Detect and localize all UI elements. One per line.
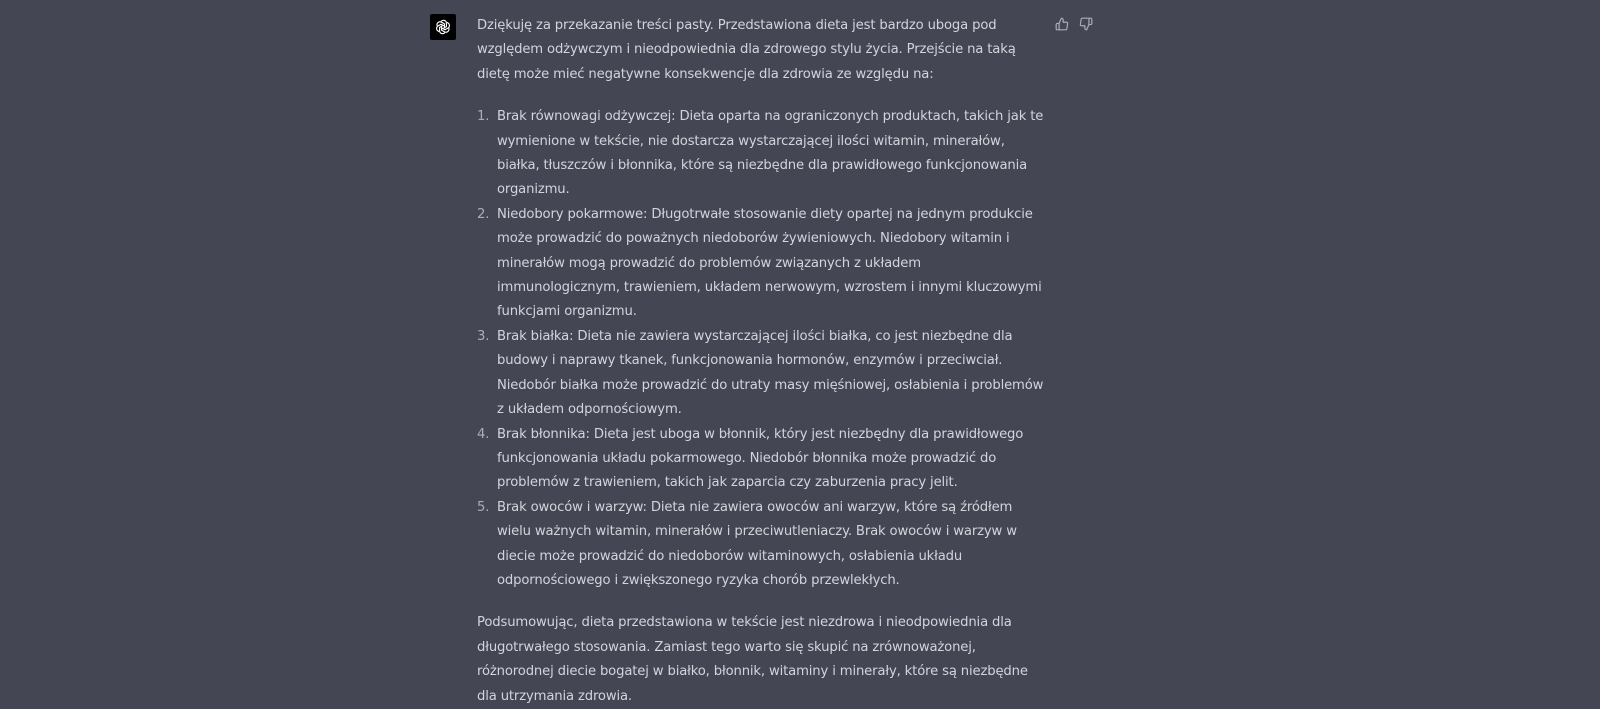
list-item [477,423,1047,496]
thumbs-down-icon [1079,17,1093,31]
list-item [477,496,1047,594]
list-item-number: 5. [477,499,490,515]
assistant-avatar [430,14,456,40]
dislike-button[interactable] [1078,16,1094,32]
thumbs-up-icon [1055,17,1069,31]
list-item-text: Brak białka: Dieta nie zawiera wystarczającej ilości białka, co jest niezbędne dla budowy i naprawy tkanek, funkcjonowania hormonów, enzymów i przeciwciał. Niedobór białka może prowadzić do utraty masy mięśniowej, osłabienia i problemów z układem odpornościowym. [497,328,1044,418]
list-item [477,105,1047,203]
list-item [477,203,1047,325]
message-summary: Podsumowując, dieta przedstawiona w tekście jest niezdrowa i nieodpowiednia dla długotrwałego stosowania. Zamiast tego warto się skupić na zrównoważonej, różnorodnej diecie bogatej w białko, błonnik, witaminy i minerały, które są niezbędne dla utrzymania zdrowia. [477,615,1028,704]
message-list [477,105,1047,593]
list-item-text: Brak równowagi odżywczej: Dieta oparta na ograniczonych produktach, takich jak te wymienione w tekście, nie dostarcza wystarczającej ilości witamin, minerałów, białka, tłuszczów i błonnika, które są niezbędne dla prawidłowego funkcjonowania organizmu. [497,109,1044,198]
feedback-buttons [1054,16,1094,32]
message-intro: Dziękuję za przekazanie treści pasty. Przedstawiona dieta jest bardzo uboga pod względem odżywczym i nieodpowiednia dla zdrowego stylu życia. Przejście na taką dietę może mieć negatywne konsekwencje dla zdrowia ze względu na: [477,18,1016,82]
openai-logo-icon [433,17,453,37]
list-item [477,325,1047,423]
list-item-number: 1. [477,109,490,125]
like-button[interactable] [1054,16,1070,32]
list-item-number: 2. [477,206,490,222]
list-item-text: Brak błonnika: Dieta jest uboga w błonnik, który jest niezbędny dla prawidłowego funkcjonowania układu pokarmowego. Niedobór błonnika może prowadzić do problemów z trawieniem, takich jak zaparcia czy zaburzenia pracy jelit. [497,426,1024,491]
list-item-number: 3. [477,328,490,344]
list-item-text: Niedobory pokarmowe: Długotrwałe stosowanie diety opartej na jednym produkcie może prowadzić do poważnych niedoborów żywieniowych. Niedobory witamin i minerałów mogą prowadzić do problemów związanych z układem immunologicznym, trawieniem, układem nerwowym, wzrostem i innymi kluczowymi funkcjami organizmu. [497,206,1042,320]
list-item-text: Brak owoców i warzyw: Dieta nie zawiera owoców ani warzyw, które są źródłem wielu ważnych witamin, minerałów i przeciwutleniaczy. Brak owoców i warzyw w diecie może prowadzić do niedoborów witaminowych, osłabienia układu odpornościowego i zwiększonego ryzyka chorób przewlekłych. [497,499,1017,588]
list-item-number: 4. [477,426,490,442]
assistant-message-text [477,14,1047,709]
